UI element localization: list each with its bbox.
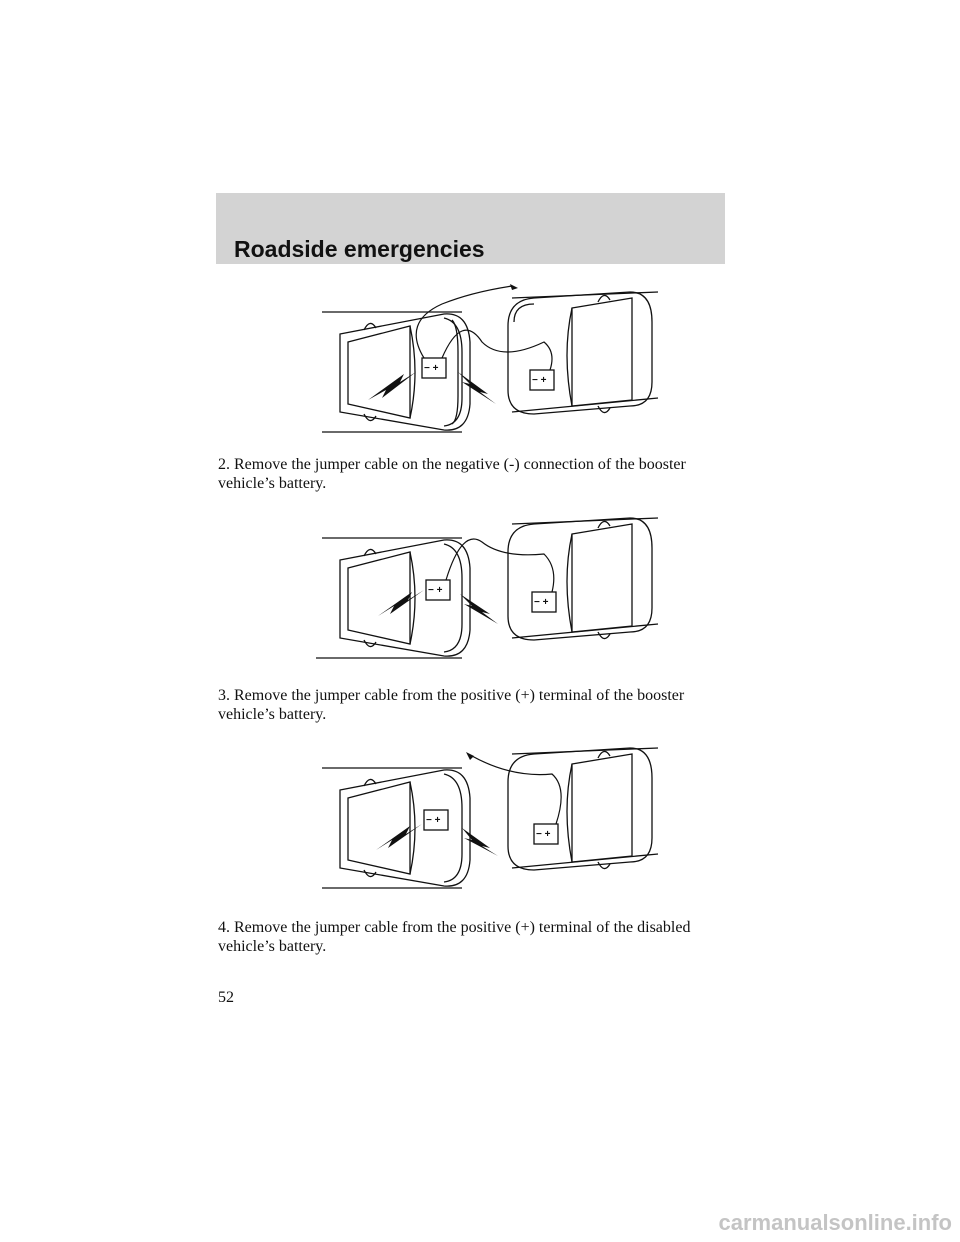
svg-text:− +: − + [428, 585, 443, 596]
disabled-battery [422, 358, 446, 378]
svg-text:− +: − + [536, 829, 551, 840]
cable-clamp-icon [466, 752, 474, 760]
page-number: 52 [218, 989, 234, 1006]
car-diagram [312, 508, 668, 668]
spark-icon [368, 372, 416, 400]
disabled-battery [426, 580, 450, 600]
spark-icon [460, 594, 498, 624]
jumper-diagram-step-2 [312, 508, 668, 668]
jumper-cable-positive [472, 756, 561, 824]
booster-vehicle [508, 748, 658, 870]
car-diagram [312, 282, 668, 442]
spark-icon [378, 590, 424, 616]
spark-icon [458, 372, 496, 404]
disabled-battery [424, 810, 448, 830]
section-title: Roadside emergencies [234, 236, 485, 262]
booster-battery [534, 824, 558, 844]
jumper-diagram-step-3 [312, 738, 668, 898]
svg-text:− +: − + [534, 597, 549, 608]
spark-icon [462, 828, 498, 856]
jumper-diagram-step-1 [312, 282, 668, 442]
svg-text:− +: − + [532, 375, 547, 386]
step-2-text: 2. Remove the jumper cable on the negative (-) connection of the booster vehicle’s battery. [218, 456, 686, 492]
car-diagram [312, 738, 668, 898]
booster-battery [532, 592, 556, 612]
booster-vehicle [508, 292, 658, 414]
svg-text:− +: − + [424, 363, 439, 374]
disabled-vehicle [322, 312, 470, 432]
svg-text:− +: − + [426, 815, 441, 826]
watermark[interactable]: carmanualsonline.info [718, 1210, 952, 1235]
step-4-text: 4. Remove the jumper cable from the positive (+) terminal of the disabled vehicle’s battery. [218, 919, 691, 955]
booster-battery [530, 370, 554, 390]
step-3-text: 3. Remove the jumper cable from the positive (+) terminal of the booster vehicle’s battery. [218, 687, 685, 723]
booster-vehicle [508, 518, 658, 640]
